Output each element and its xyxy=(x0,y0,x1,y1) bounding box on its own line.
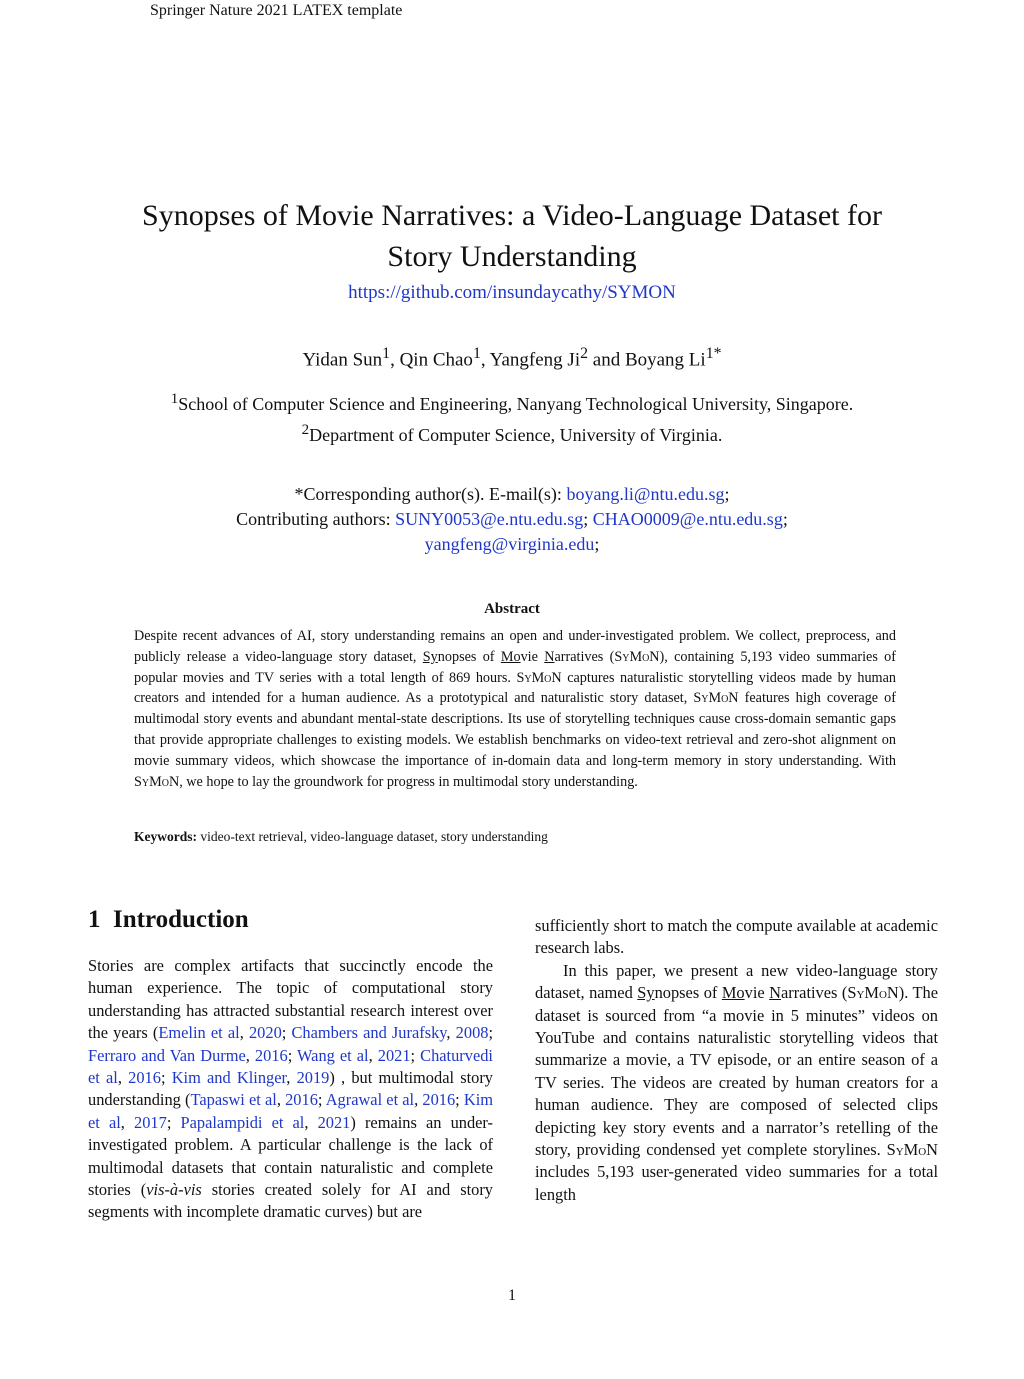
left-column: Stories are complex artifacts that succinctly encode the human experience. The topic of computational story understanding has attracted substantial research interest over the years (Emelin et al, 2020; Chambers and Jurafsky, 2008; Ferraro and Van Durme, 2016; Wang et al, 2021; Chaturvedi et al, 2016; Kim and Klinger, 2019) , but multimodal story understanding (Tapaswi et al, 2016; Agrawal et al, 2016; Kim et al, 2017; Papalampidi et al, 2021) remains an under-investigated problem. A particular challenge is the lack of multimodal datasets that contain naturalistic and complete stories (vis-à-vis stories created solely for AI and story segments with incomplete dramatic curves) but are xyxy=(88,956,494,1222)
acronym-letters: N xyxy=(544,648,555,665)
contrib-label: Contributing authors: xyxy=(236,509,391,529)
body-text: arratives ( xyxy=(780,983,848,1003)
affil-sup: 2 xyxy=(301,422,310,438)
abstract-text: arratives ( xyxy=(554,648,615,665)
keywords-text: video-text retrieval, video-language dataset, story understanding xyxy=(200,829,548,844)
acronym-letters: Sy xyxy=(637,983,655,1003)
contrib-email-link[interactable]: SUNY0053@e.ntu.edu.sg xyxy=(395,509,584,529)
paragraph xyxy=(535,960,938,1206)
body-text: vie xyxy=(744,983,770,1003)
abstract-text: ), containing 5,193 video summaries of popular movies and TV series with a total length of 869 hours. xyxy=(134,648,896,686)
acronym-letters: Sy xyxy=(422,648,438,665)
abstract-text: , we hope to lay the groundwork for progress in multimodal story understanding. xyxy=(179,773,638,790)
author-conjunction: and xyxy=(592,349,621,371)
dataset-name: SyMoN xyxy=(886,1140,938,1160)
dataset-name: SyMoN xyxy=(516,669,562,686)
italic-phrase: vis-à-vis xyxy=(146,1180,202,1200)
dataset-name: SyMoN xyxy=(693,690,739,707)
body-text: Stories are complex artifacts that succinctly encode the human experience. The topic of computational story understanding has attracted substantial research interest over the years ( xyxy=(88,956,493,1043)
citation-link[interactable]: Kim and Klinger xyxy=(171,1068,287,1088)
paper-title xyxy=(100,195,924,277)
citation-year-link[interactable]: 2021 xyxy=(317,1112,351,1132)
author-name: Qin Chao xyxy=(399,349,473,371)
citation-link[interactable]: Agrawal et al xyxy=(325,1090,415,1110)
affiliation-1: School of Computer Science and Engineering, Nanyang Technological University, Singapore. xyxy=(178,394,854,414)
repo-link-wrap xyxy=(100,282,924,304)
dataset-name: SyMoN xyxy=(847,983,899,1003)
template-header: Springer Nature 2021 LATEX template xyxy=(150,2,403,19)
affil-sup: 2 xyxy=(580,345,589,362)
corr-label: *Corresponding author(s). E-mail(s): xyxy=(294,484,562,504)
body-text: ) , but multimodal story understanding ( xyxy=(88,1068,493,1110)
affil-sup: 1* xyxy=(705,345,722,362)
abstract-text: captures naturalistic storytelling videos made by human creators and intended for a human audience. As a prototypical and naturalistic story dataset, xyxy=(134,669,896,707)
section-heading xyxy=(88,906,249,934)
dataset-name: SyMoN xyxy=(134,773,180,790)
citation-year-link[interactable]: 2016 xyxy=(285,1090,318,1110)
affil-sup: 1 xyxy=(170,391,179,407)
contrib-email-link[interactable]: yangfeng@virginia.edu xyxy=(424,534,595,554)
keywords-label: Keywords: xyxy=(134,829,197,844)
author-name: Yangfeng Ji xyxy=(489,349,581,371)
citation-year-link[interactable]: 2008 xyxy=(455,1023,489,1043)
abstract-text: Despite recent advances of AI, story understanding remains an open and under-investigated problem. We collect, preprocess, and publicly release a video-language story dataset, xyxy=(134,628,896,665)
title-line-2: Story Understanding xyxy=(387,240,637,273)
body-text: ). The dataset is sourced from “a movie in 5 minutes” videos on YouTube and contains naturalistic storytelling videos that summarize a movie, a TV episode, or an entire season of a TV series. The videos are created by human creators for a human audience. They are composed of selected clips depicting key story events and a narrator’s retelling of the story, providing condensed yet complete storylines. xyxy=(535,983,939,1160)
citation-link[interactable]: Wang et al xyxy=(297,1045,369,1065)
correspondence: *Corresponding author(s). E-mail(s): boyang.li@ntu.edu.sg; Contributing authors: SUNY0053@e.ntu.edu.sg; CHAO0009@e.ntu.edu.sg; yangfeng@virginia.edu; xyxy=(236,484,788,554)
body-text: In this paper, we present a new video-language story dataset, named xyxy=(535,960,938,1003)
affil-sup: 1 xyxy=(472,345,481,362)
affiliation-2: Department of Computer Science, University of Virginia. xyxy=(309,425,723,445)
body-text: ) remains an under-investigated problem. A particular challenge is the lack of multimodal datasets that contain naturalistic and complete stories ( xyxy=(88,1112,494,1200)
title-line-1: Synopses of Movie Narratives: a Video-Language Dataset for xyxy=(142,199,882,232)
body-text: stories created solely for AI and story segments with incomplete dramatic curves) but are xyxy=(88,1180,493,1222)
section-title: Introduction xyxy=(113,906,249,933)
dataset-name: SyMoN xyxy=(614,648,660,665)
author-name: Boyang Li xyxy=(624,349,706,371)
acronym-letters: Mo xyxy=(721,983,745,1003)
citation-year-link[interactable]: 2017 xyxy=(134,1112,167,1132)
abstract-heading: Abstract xyxy=(484,601,540,617)
keywords xyxy=(134,829,896,845)
affil-sup: 1 xyxy=(382,345,391,362)
citation-link[interactable]: Ferraro and Van Durme xyxy=(88,1045,246,1065)
citation-year-link[interactable]: 2016 xyxy=(128,1068,161,1088)
citation-link[interactable]: Kim et al xyxy=(88,1090,494,1132)
abstract-text: nopses of xyxy=(437,648,501,665)
abstract-body xyxy=(134,626,896,792)
citation-year-link[interactable]: 2016 xyxy=(422,1090,456,1110)
paragraph: sufficiently short to match the compute available at academic research labs. xyxy=(535,916,938,958)
page-number: 1 xyxy=(508,1287,516,1304)
abstract-text: features high coverage of multimodal story events and abundant mental-state descriptions. Its use of storytelling techniques cause cross-domain semantic gaps that provide appropriate challenges to existing models. We establish benchmarks on video-text retrieval and zero-shot alignment on movie summary videos, which showcase the importance of in-domain data and long-term memory in story understanding. With xyxy=(134,690,896,769)
body-text: includes 5,193 user-generated video summaries for a total length xyxy=(535,1162,938,1204)
section-number: 1 xyxy=(88,906,101,933)
abstract-text: vie xyxy=(520,648,545,665)
contrib-email-link[interactable]: CHAO0009@e.ntu.edu.sg xyxy=(592,509,783,529)
repo-link[interactable]: https://github.com/insundaycathy/SYMON xyxy=(348,282,676,303)
citation-year-link[interactable]: 2020 xyxy=(248,1023,282,1043)
citation-link[interactable]: Emelin et al xyxy=(158,1023,240,1043)
citation-year-link[interactable]: 2021 xyxy=(377,1045,411,1065)
citation-link[interactable]: Chambers and Jurafsky xyxy=(291,1023,447,1043)
citation-link[interactable]: Chaturvedi et al xyxy=(88,1045,493,1088)
acronym-letters: N xyxy=(769,983,781,1003)
citation-link[interactable]: Papalampidi et al xyxy=(180,1112,305,1132)
citation-link[interactable]: Tapaswi et al xyxy=(190,1090,277,1110)
author-list: Yidan Sun$^1$, Qin Chao$^1$, Yangfeng Ji$^2$ and Boyang $Li^{1*}$ xyxy=(302,345,722,371)
right-column xyxy=(535,915,938,1206)
author-name: Yidan Sun xyxy=(302,349,383,371)
corr-email-link[interactable]: boyang.li@ntu.edu.sg xyxy=(566,484,725,504)
citation-year-link[interactable]: 2016 xyxy=(254,1045,288,1065)
acronym-letters: Mo xyxy=(500,648,521,665)
affiliations xyxy=(90,386,934,448)
body-text: nopses of xyxy=(654,983,722,1003)
citation-year-link[interactable]: 2019 xyxy=(296,1068,330,1088)
